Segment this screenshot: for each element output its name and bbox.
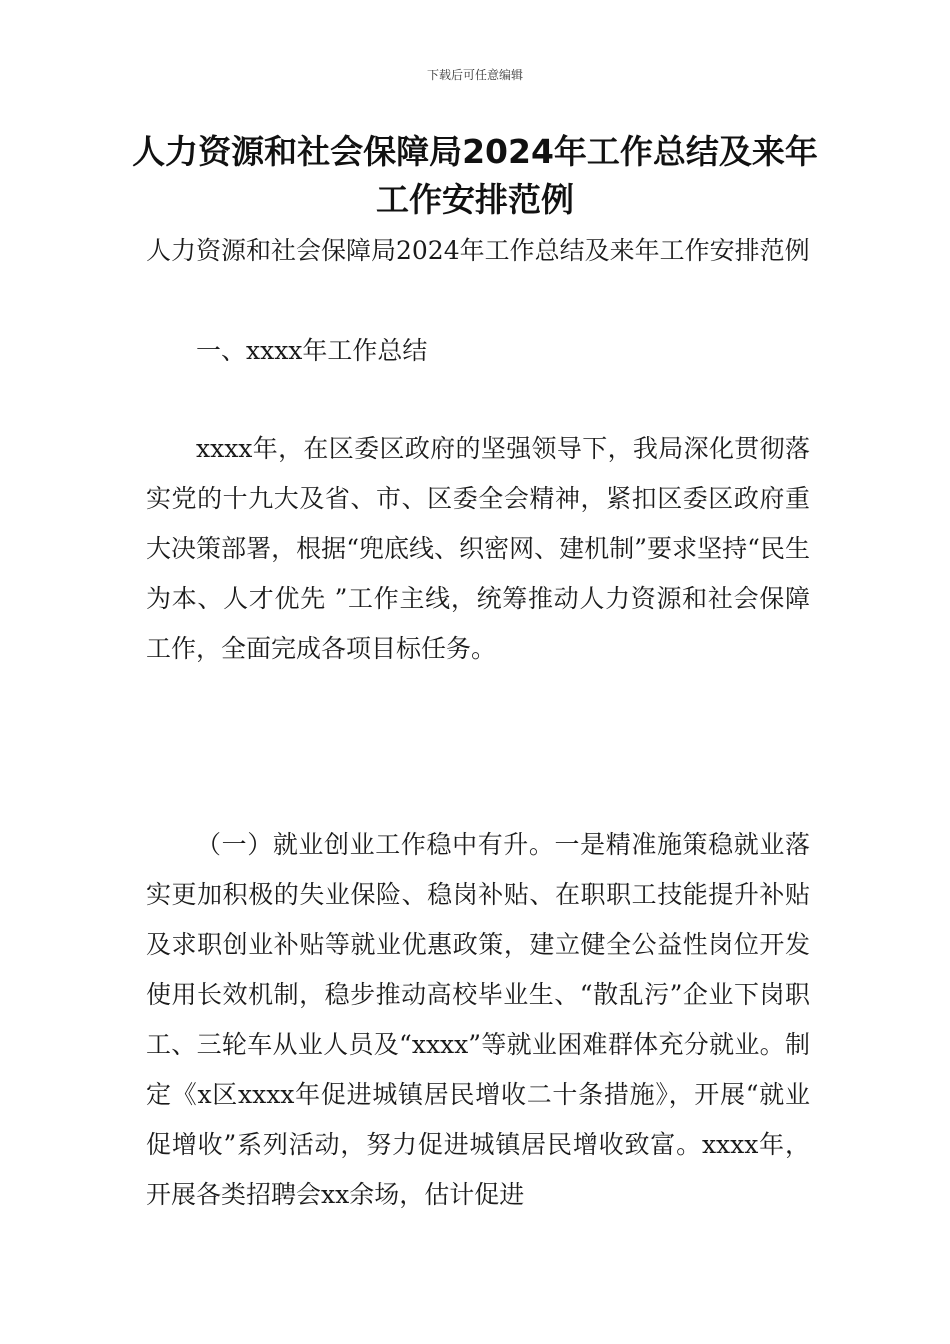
header-note: 下载后可任意编辑 (426, 68, 523, 82)
document-subtitle: 人力资源和社会保障局2024年工作总结及来年工作安排范例 (146, 236, 810, 265)
paragraph-summary: xxxx年，在区委区政府的坚强领导下，我局深化贯彻落实党的十九大及省、市、区委全会精神，紧扣区委区政府重大决策部署，根据“兜底线、织密网、建机制”要求坚持“民生为本、人才优先 ”工作主线，统筹推动人力资源和社会保障工作，全面完成各项目标任务。 (146, 434, 810, 663)
paragraph-employment: （一）就业创业工作稳中有升。一是精准施策稳就业落实更加积极的失业保险、稳岗补贴、在职职工技能提升补贴及求职创业补贴等就业优惠政策，建立健全公益性岗位开发使用长效机制，稳步推动高校毕业生、“散乱污”企业下岗职工、三轮车从业人员及“xxxx”等就业困难群体充分就业。制定《x区xxxx年促进城镇居民增收二十条措施》，开展“就业促增收”系列活动，努力促进城镇居民增收致富。xxxx年，开展各类招聘会xx余场，估计促进 (146, 830, 810, 1209)
document-title: 人力资源和社会保障局2024年工作总结及来年工作安排范例 (132, 132, 818, 219)
section-heading: 一、xxxx年工作总结 (196, 336, 428, 365)
